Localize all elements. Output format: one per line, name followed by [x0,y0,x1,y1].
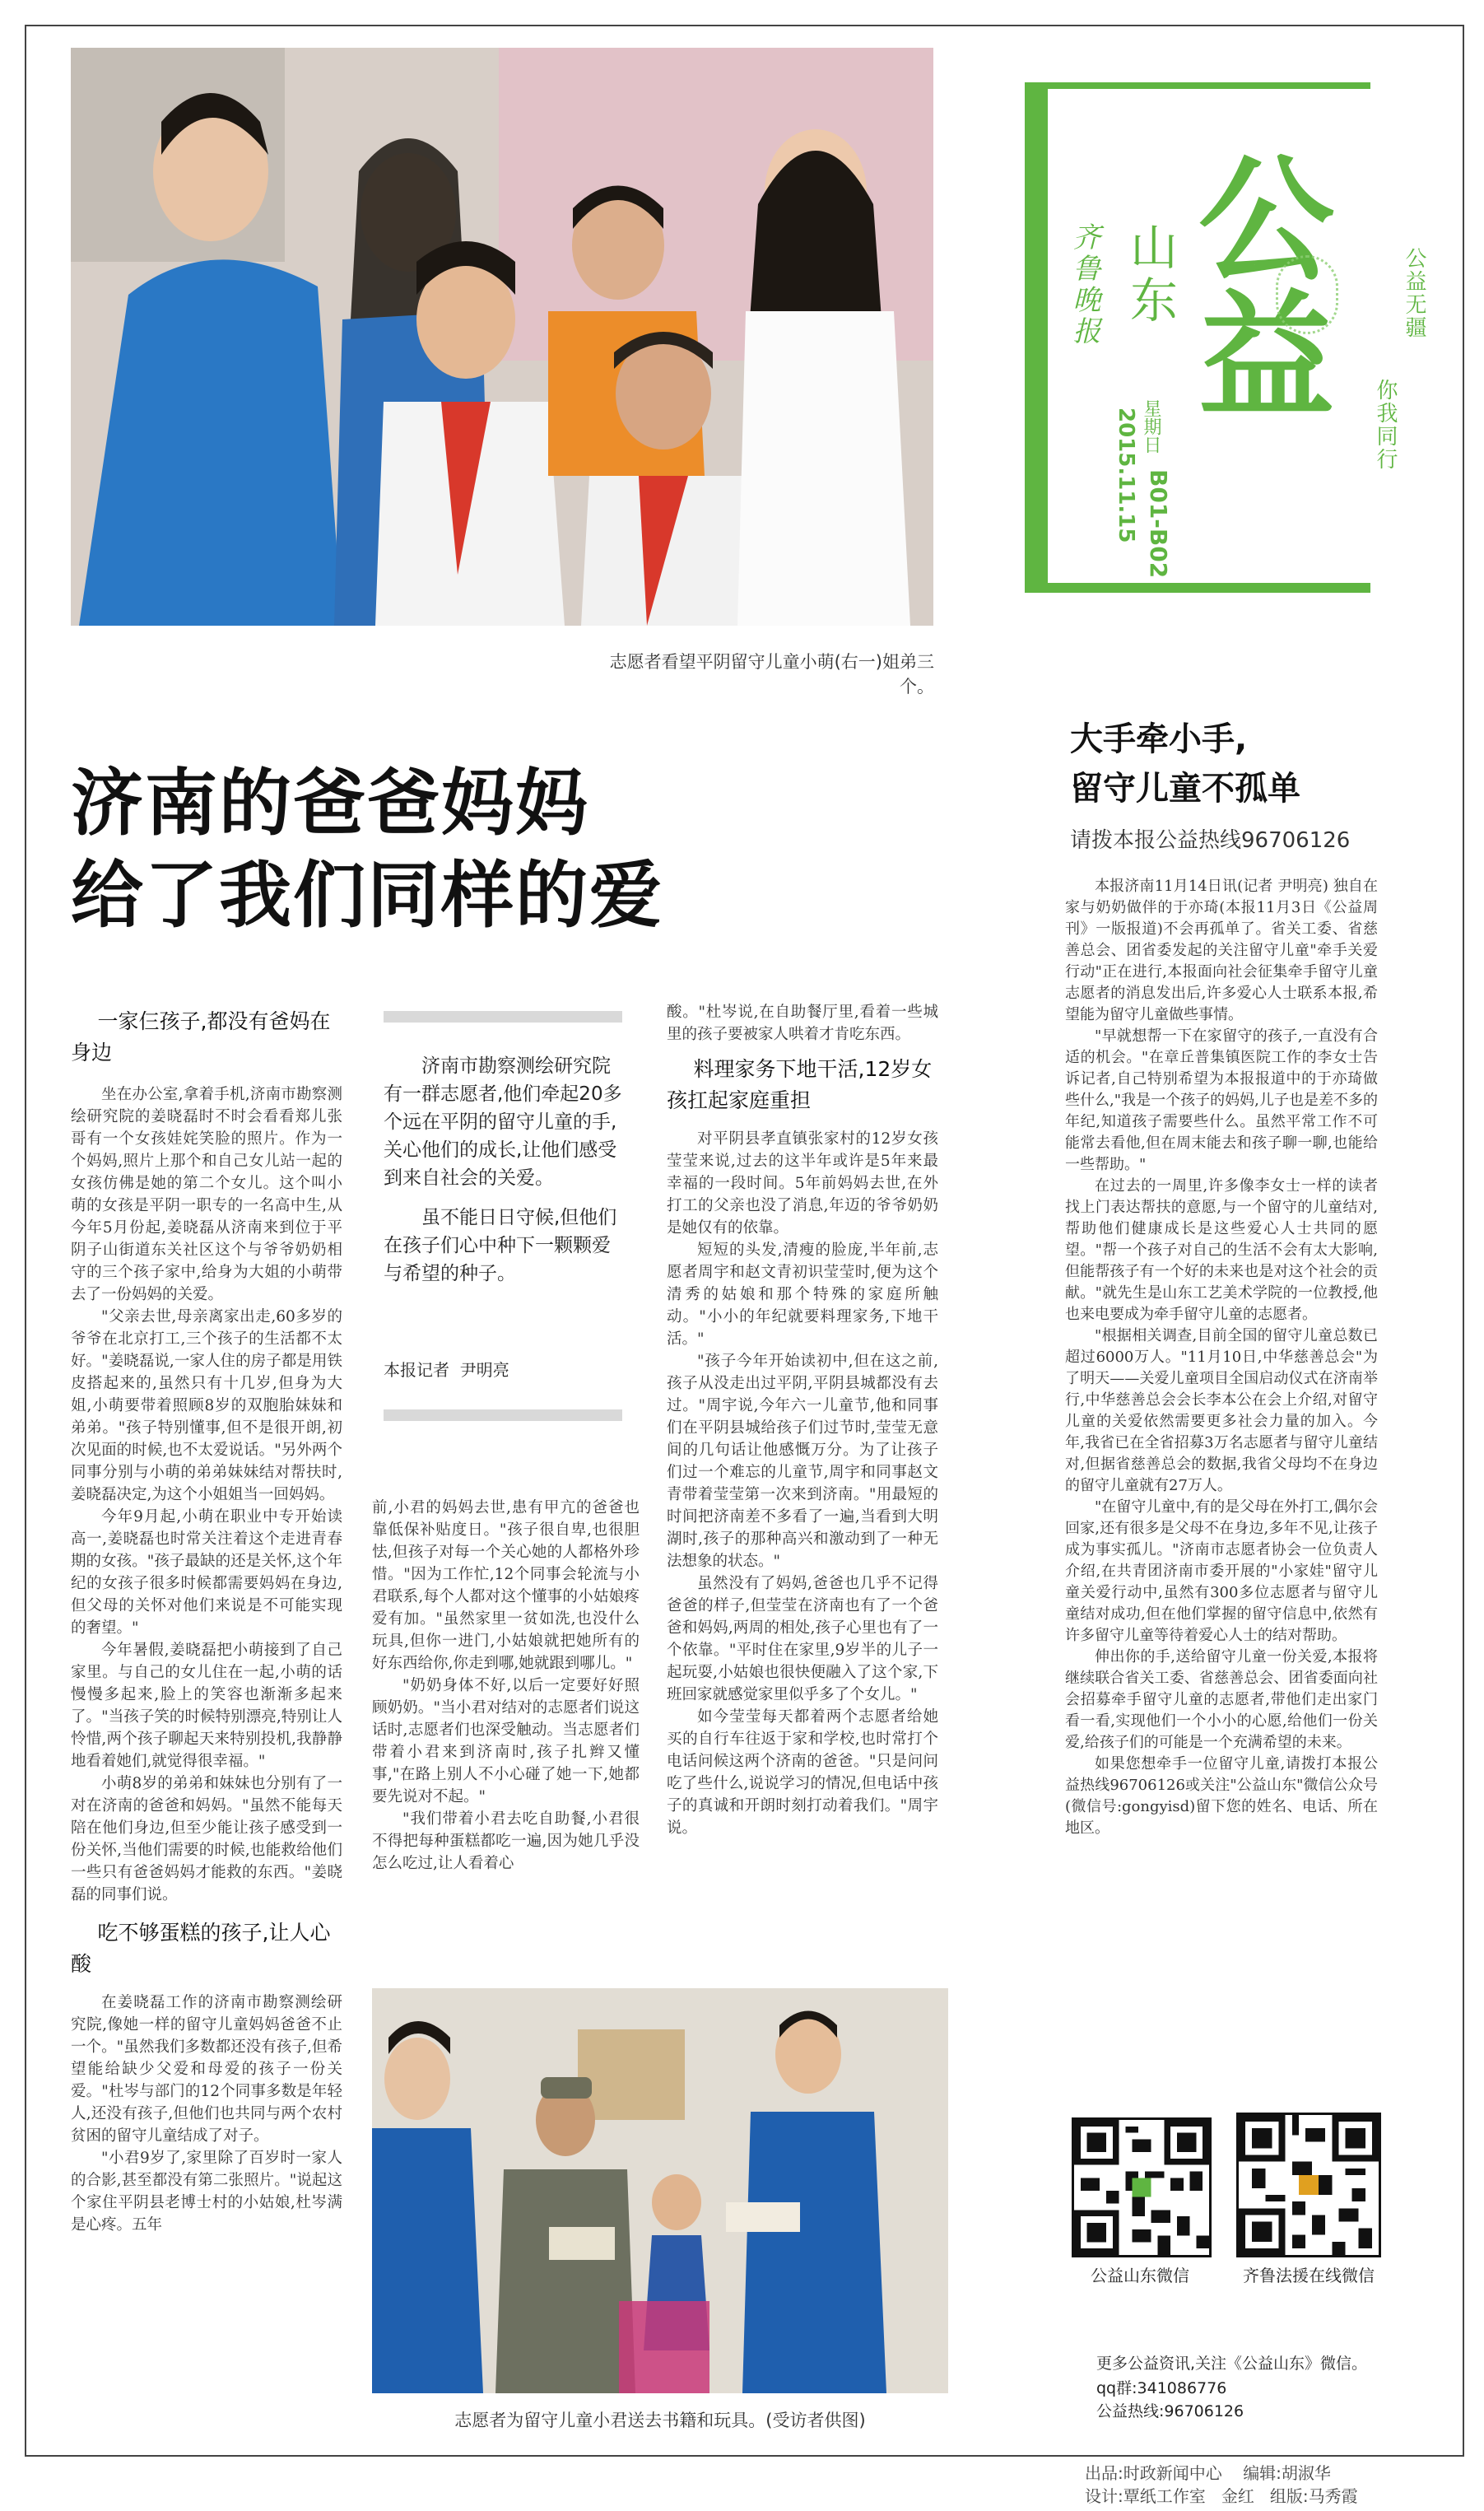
paragraph: "小君9岁了,家里除了百岁时一家人的合影,甚至都没有第二张照片。"说起这个家住平阴县老博士村的小姑娘,杜岑满是心疼。五年 [71,2150,342,2234]
gift-photo-illustration [372,1988,948,2393]
paragraph: 短短的头发,清瘦的脸庞,半年前,志愿者周宇和赵文青初识莹莹时,便为这个清秀的姑娘和那个特殊的家庭所触动。"小小的年纪就要料理家务,下地干活。" [667,1242,938,1348]
paragraph: 如果您想牵手一位留守儿童,请拨打本报公益热线96706126或关注"公益山东"微信公众号(微信号:gongyisd)留下您的姓名、电话、所在地区。 [1065,1755,1378,1837]
paragraph: 今年9月起,小萌在职业中专开始读高一,姜晓磊也时常关注着这个走进青春期的女孩。"孩子最缺的还是关怀,这个年纪的女孩子很多时候都需要妈妈在身边,但父母的关怀对他们来说是不可能实现的奢望。" [71,1508,342,1637]
info-line-1: 更多公益资讯,关注《公益山东》微信。 [1096,2355,1368,2373]
footer-editor: 编辑:胡淑华 [1243,2463,1331,2483]
byline: 本报记者 尹明亮 [384,1360,509,1380]
footer-layout: 组版:马秀霞 [1269,2486,1358,2506]
paragraph: "我们带着小君去吃自助餐,小君很不得把每种蛋糕都吃一遍,因为她几乎没怎么吃过,让人看着心 [372,1810,640,1872]
paragraph: "孩子今年开始读初中,但在这之前,孩子从没走出过平阴,平阴县城都没有去过。"周宇说,今年六一儿童节,他和同事们在平阴县城给孩子们过节时,莹莹无意间的几句话让他感慨万分。为了让孩子们过一个难忘的儿童节,周宇和同事赵文青带着莹莹第一次来到济南。"用最短的时间把济南差不多看了一遍,当看到大明湖时,孩子的那种高兴和激动到了一种无法想象的状态。" [667,1353,938,1570]
column-3-lead [667,1001,938,1046]
issue-date: 2015.11.15 [1114,408,1138,543]
paragraph: "根据相关调查,目前全国的留守儿童总数已超过6000万人。"11月10日,中华慈善总会"为了明天——关爱儿童项目全国启动仪式在济南举行,中华慈善总会会长李本公在会上介绍,对留守儿童的关爱依然需要更多社会力量的加入。今年,我省已在全省招募3万名志愿者与留守儿童结对,但据省慈善总会的数据,我省父母均不在身边的留守儿童就有27万人。 [1065,1327,1378,1494]
paragraph: "在留守儿童中,有的是父母在外打工,偶尔会回家,还有很多是父母不在身边,多年不见,让孩子成为事实孤儿。"济南市志愿者协会一位负责人介绍,在共青团济南市委开展的"小家娃"留守儿童关爱行动中,虽然有300多位志愿者与留守儿童结对成功,但在他们掌握的留守信息中,依然有许多留守儿童等待着爱心人士的结对帮助。 [1065,1498,1378,1644]
slogan-right: 你我同行 [1373,379,1398,471]
page-numbers: B01-B02 [1145,469,1172,579]
paragraph: 对平阴县孝直镇张家村的12岁女孩莹莹来说,过去的这半年或许是5年来最幸福的一段时间。5年前妈妈去世,在外打工的父亲也没了消息,年迈的爷爷奶奶是她仅有的依靠。 [667,1130,938,1237]
section-3-title: 料理家务下地干活,12岁女孩扛起家庭重担 [667,1057,933,1112]
volunteers-photo-illustration [71,48,933,626]
section-1-title: 一家仨孩子,都没有爸妈在身边 [71,1009,331,1064]
section-3-body [667,1128,938,1839]
gift-photo-caption: 志愿者为留守儿童小君送去书籍和玩具。(受访者供图) [454,2411,866,2430]
sidebar-title-line-2: 留守儿童不孤单 [1070,770,1300,808]
paragraph: 在姜晓磊工作的济南市勘察测绘研究院,像她一样的留守儿童妈妈爸爸不止一个。"虽然我们多数都还没有孩子,但希望能给缺少父爱和母爱的孩子一份关爱。"杜岑与部门的12个同事多数是年轻人,还没有孩子,但他们也共同与两个农村贫困的留守儿童结成了对子。 [71,1994,342,2145]
headline-line-1: 济南的爸爸妈妈 [71,761,590,846]
qr-code-icon [1239,2115,1379,2255]
paragraph: 伸出你的手,送给留守儿童一份关爱,本报将继续联合省关工委、省慈善总会、团省委面向社会招募牵手留守儿童的志愿者,带他们走出家门看一看,实现他们一个小小的心愿,给他们一份关爱,给孩子们的可能是一个充满希望的未来。 [1065,1648,1378,1751]
sidebar-title-line-1: 大手牵小手, [1070,720,1248,758]
qr2-label: 齐鲁法援在线微信 [1243,2266,1375,2285]
paragraph: 在过去的一周里,许多像李女士一样的读者找上门表达帮扶的意愿,与一个留守的儿童结对,帮助他们健康成长是这些爱心人士共同的愿望。"帮一个孩子对自己的生活不会有太大影响,但能帮孩子有一个好的未来也是对这个社会的贡献。"就先生是山东工艺美术学院的一位教授,他也来电要成为牵手留守儿童的志愿者。 [1065,1177,1378,1323]
sidebar-body [1065,876,1378,1839]
paragraph: 本报济南11月14日讯(记者 尹明亮) 独自在家与奶奶做伴的于亦琦(本报11月3日《公益周刊》一版报道)不会再孤单了。省关工委、省慈善总会、团省委发起的关注留守儿童"牵手关爱行动"正在进行,本报面向社会征集牵手留守儿童志愿者的消息发出后,许多爱心人士联系本报,希望能为留守儿童做些事情。 [1065,878,1378,1023]
section-1-body [71,1083,342,1906]
fingerprint-icon [1276,255,1338,334]
section-title: 公益 [1176,148,1334,420]
article-column-2 [372,1497,640,1875]
paragraph: 前,小君的妈妈去世,患有甲亢的爸爸也靠低保补贴度日。"孩子很自卑,也很胆怯,但孩子对每一个关心她的人都格外珍惜。"因为工作忙,12个同事会轮流与小君联系,每个人都对这个懂事的小姑娘疼爱有加。"虽然家里一贫如洗,也没什么玩具,但你一进门,小姑娘就把她所有的好东西给你,你走到哪,她就跟到哪儿。" [372,1499,640,1672]
weekday-label: 星期日 [1141,399,1161,454]
section-2-body [71,1992,342,2236]
paragraph: 小萌8岁的弟弟和妹妹也分别有了一对在济南的爸爸和妈妈。"虽然不能每天陪在他们身边,但至少能让孩子感受到一份关怀,当他们需要的时候,也能救给他们一些只有爸爸妈妈才能救的东西。"姜晓磊的同事们说。 [71,1775,342,1903]
footer-line-2 [1085,2485,1447,2508]
footer-design: 设计:覃纸工作室 [1085,2486,1206,2506]
masthead-panel [1025,82,1370,593]
qr1-label: 公益山东微信 [1091,2266,1189,2285]
footer-credits [1085,2462,1447,2508]
article-column-3 [667,1001,938,1839]
pull-quote [384,1052,622,1299]
paragraph: "早就想帮一下在家留守的孩子,一直没有合适的机会。"在章丘普集镇医院工作的李女士告诉记者,自己特别希望为本报报道中的于亦琦做些什么,"我是一个孩子的妈妈,儿子也是差不多的年纪,知道孩子需要些什么。虽然平常工作不可能常去看他,但在周末能去和孩子聊一聊,也能给一些帮助。" [1065,1027,1378,1173]
slogan-left: 公益无疆 [1402,247,1426,339]
paragraph: 如今莹莹每天都着两个志愿者给她买的自行车往返于家和学校,也时常打个电话问候这两个济南的爸爸。"只是问问吃了些什么,说说学习的情况,但电话中孩子的真诚和开朗时刻打动着我们。"周宇说。 [667,1708,938,1837]
qr-code-icon [1074,2120,1209,2255]
pull-quote-paragraph: 虽不能日日守候,但他们在孩子们心中种下一颗颗爱与希望的种子。 [384,1207,617,1284]
main-headline [71,757,943,942]
qilu-logo: 齐鲁晚报 [1068,222,1100,347]
top-photo-caption: 志愿者看望平阴留守儿童小萌(右一)姐弟三个。 [609,652,934,696]
gongyi-shandong-qr-code[interactable] [1072,2117,1212,2257]
pull-quote-top-rule [384,1011,622,1023]
sidebar-subtitle: 请拨本报公益热线96706126 [1070,828,1351,853]
paragraph: "奶奶身体不好,以后一定要好好照顾奶奶。"当小君对结对的志愿者们说这话时,志愿者们也深受触动。当志愿者们带着小君来到济南时,孩子扎辫又懂事,"在路上别人不小心碰了她一下,她都要先说对不起。" [372,1677,640,1805]
footer-designer: 金红 [1221,2486,1254,2506]
region-label: 山东 [1122,222,1178,328]
pull-quote-paragraph: 济南市勘察测绘研究院有一群志愿者,他们牵起20多个远在平阴的留守儿童的手,关心他们的成长,让他们感受到来自社会的关爱。 [384,1055,622,1189]
info-line-3: 公益热线:96706126 [1096,2402,1244,2420]
paragraph: 虽然没有了妈妈,爸爸也几乎不记得爸爸的样子,但莹莹在济南也有了一个爸爸和妈妈,两周的相处,孩子心里也有了一个依靠。"平时住在家里,9岁半的儿子一起玩耍,小姑娘也很快便融入了这个家,下班回家就感觉家里似乎多了个女儿。" [667,1575,938,1703]
headline-line-2: 给了我们同样的爱 [71,853,664,938]
paragraph: 坐在办公室,拿着手机,济南市勘察测绘研究院的姜晓磊时不时会看看郑儿张哥有一个女孩娃姹笑脸的照片。作为一个妈妈,照片上那个和自己女儿站一起的女孩仿佛是她的第二个女儿。这个叫小萌的女孩是平阴一职专的一名高中生,从今年5月份起,姜晓磊从济南来到位于平阴子山街道东关社区这个与爷爷奶奶相守的三个孩子家中,给身为大姐的小萌带去了一份妈妈的关爱。 [71,1086,342,1303]
paragraph: "父亲去世,母亲离家出走,60多岁的爷爷在北京打工,三个孩子的生活都不太好。"姜晓磊说,一家人住的房子都是用铁皮搭起来的,虽然只有十几岁,但身为大姐,小萌要带着照顾8岁的双胞胎妹妹和弟弟。"孩子特别懂事,但不是很开朗,初次见面的时候,也不太爱说话。"另外两个同事分别与小萌的弟弟妹妹结对帮扶时,姜晓磊决定,为这个小姐姐当一回妈妈。 [71,1308,342,1503]
footer-line-1 [1085,2462,1447,2485]
footer-producer: 出品:时政新闻中心 [1085,2463,1222,2483]
paragraph: 今年暑假,姜晓磊把小萌接到了自己家里。与自己的女儿住在一起,小萌的话慢慢多起来,脸上的笑容也渐渐多起来了。"当孩子笑的时候特别漂亮,特别让人怜惜,两个孩子聊起天来特别投机,我静静地看着她们,就觉得很幸福。" [71,1642,342,1770]
qilu-legal-aid-qr-code[interactable] [1236,2113,1381,2257]
gift-photo [372,1988,948,2393]
info-line-2: qq群:341086776 [1096,2379,1227,2397]
article-column-1 [71,1006,342,2236]
section-2-title: 吃不够蛋糕的孩子,让人心酸 [71,1921,331,1976]
paragraph: 酸。"杜岑说,在自助餐厅里,看着一些城里的孩子要被家人哄着才肯吃东西。 [667,1004,938,1043]
volunteers-photo [71,48,933,626]
pull-quote-bottom-rule [384,1409,622,1421]
